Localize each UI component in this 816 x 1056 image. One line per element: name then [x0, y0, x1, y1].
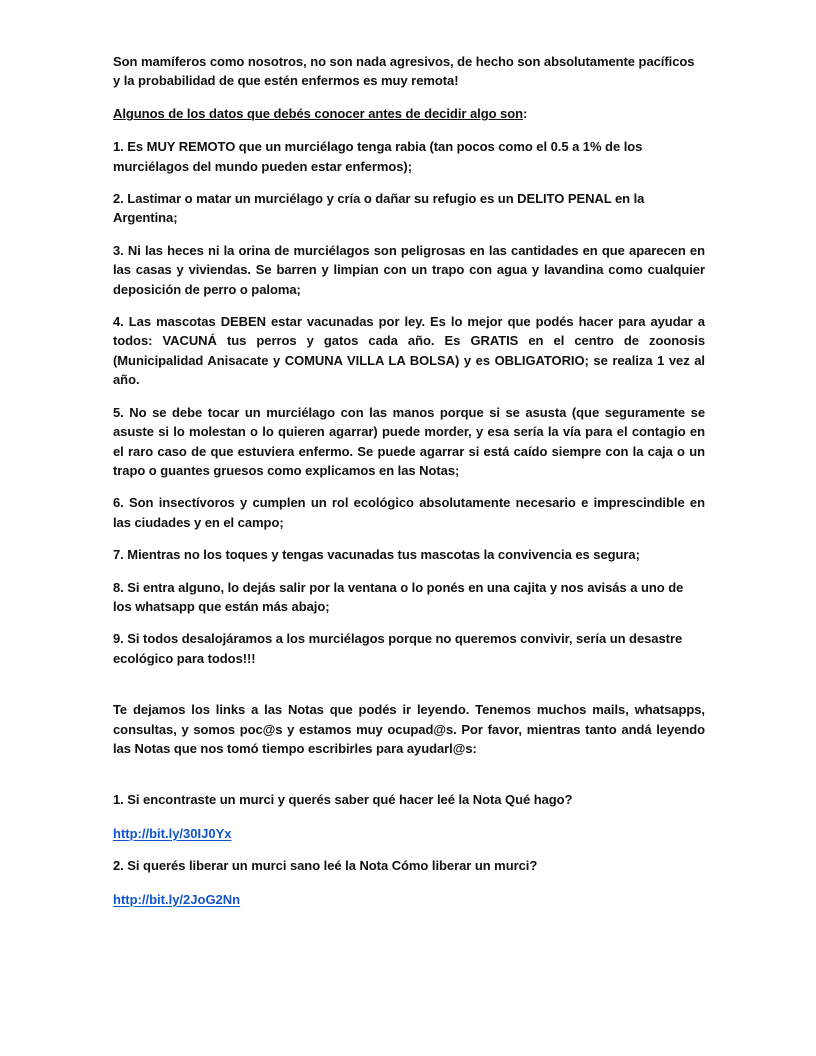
section-heading-colon: :	[523, 105, 528, 121]
note-link-1[interactable]: http://bit.ly/30IJ0Yx	[113, 825, 232, 841]
note-link-row-2	[113, 890, 705, 909]
fact-item-4: 4. Las mascotas DEBEN estar vacunadas por ley. Es lo mejor que podés hacer para ayudar a todos: VACUNÁ tus perros y gatos cada año. Es GRATIS en el centro de zoonosis (Municipalidad Anisacate y COMUNA VILLA LA BOLSA) y es OBLIGATORIO; se realiza 1 vez al año.	[113, 314, 705, 388]
note-link-row-1	[113, 824, 705, 843]
note-link-2[interactable]: http://bit.ly/2JoG2Nn	[113, 891, 241, 907]
note-question-1: 1. Si encontraste un murci y querés saber qué hacer leé la Nota Qué hago?	[113, 792, 573, 808]
section-heading-underlined-text: Algunos de los datos que debés conocer antes de decidir algo son	[113, 105, 523, 121]
paragraph-spacer-2	[113, 771, 705, 790]
fact-item-3: 3. Ni las heces ni la orina de murciélagos son peligrosas en las cantidades en que aparecen en las casas y viviendas. Se barren y limpian con un trapo con agua y lavandina como cualquier deposición de perro o paloma;	[113, 242, 705, 297]
section-heading	[113, 104, 705, 123]
fact-item-7: 7. Mientras no los toques y tengas vacunadas tus mascotas la convivencia es segura;	[113, 547, 640, 563]
intro-paragraph: Son mamíferos como nosotros, no son nada agresivos, de hecho son absolutamente pacíficos y la probabilidad de que estén enfermos es muy remota!	[113, 54, 695, 89]
fact-item-2: 2. Lastimar o matar un murciélago y cría o dañar su refugio es un DELITO PENAL en la Argentina;	[113, 191, 645, 226]
fact-item-1: 1. Es MUY REMOTO que un murciélago tenga rabia (tan pocos como el 0.5 a 1% de los murciélagos del mundo pueden estar enfermos);	[113, 139, 643, 174]
closing-paragraph: Te dejamos los links a las Notas que podés ir leyendo. Tenemos muchos mails, whatsapps, consultas, y somos poc@s y estamos muy ocupad@s. Por favor, mientras tanto andá leyendo las Notas que nos tomó tiempo escribirles para ayudarl@s:	[113, 702, 705, 756]
note-question-2: 2. Si querés liberar un murci sano leé la Nota Cómo liberar un murci?	[113, 858, 538, 874]
fact-item-6: 6. Son insectívoros y cumplen un rol ecológico absolutamente necesario e imprescindible en las ciudades y en el campo;	[113, 495, 705, 530]
paragraph-spacer-1	[113, 681, 705, 700]
fact-item-5: 5. No se debe tocar un murciélago con las manos porque si se asusta (que seguramente se asuste si lo molestan o lo quieren agarrar) puede morder, y esa sería la vía para el contagio en el raro caso de que estuviera enfermo. Se puede agarrar si está caído siempre con la caja o un trapo o guantes gruesos como explicamos en las Notas;	[113, 404, 705, 478]
fact-item-8: 8. Si entra alguno, lo dejás salir por la ventana o lo ponés en una cajita y nos avisás a uno de los whatsapp que están más abajo;	[113, 579, 684, 614]
fact-item-9: 9. Si todos desalojáramos a los murciélagos porque no queremos convivir, sería un desastre ecológico para todos!!!	[113, 631, 683, 666]
document-body	[113, 52, 705, 922]
